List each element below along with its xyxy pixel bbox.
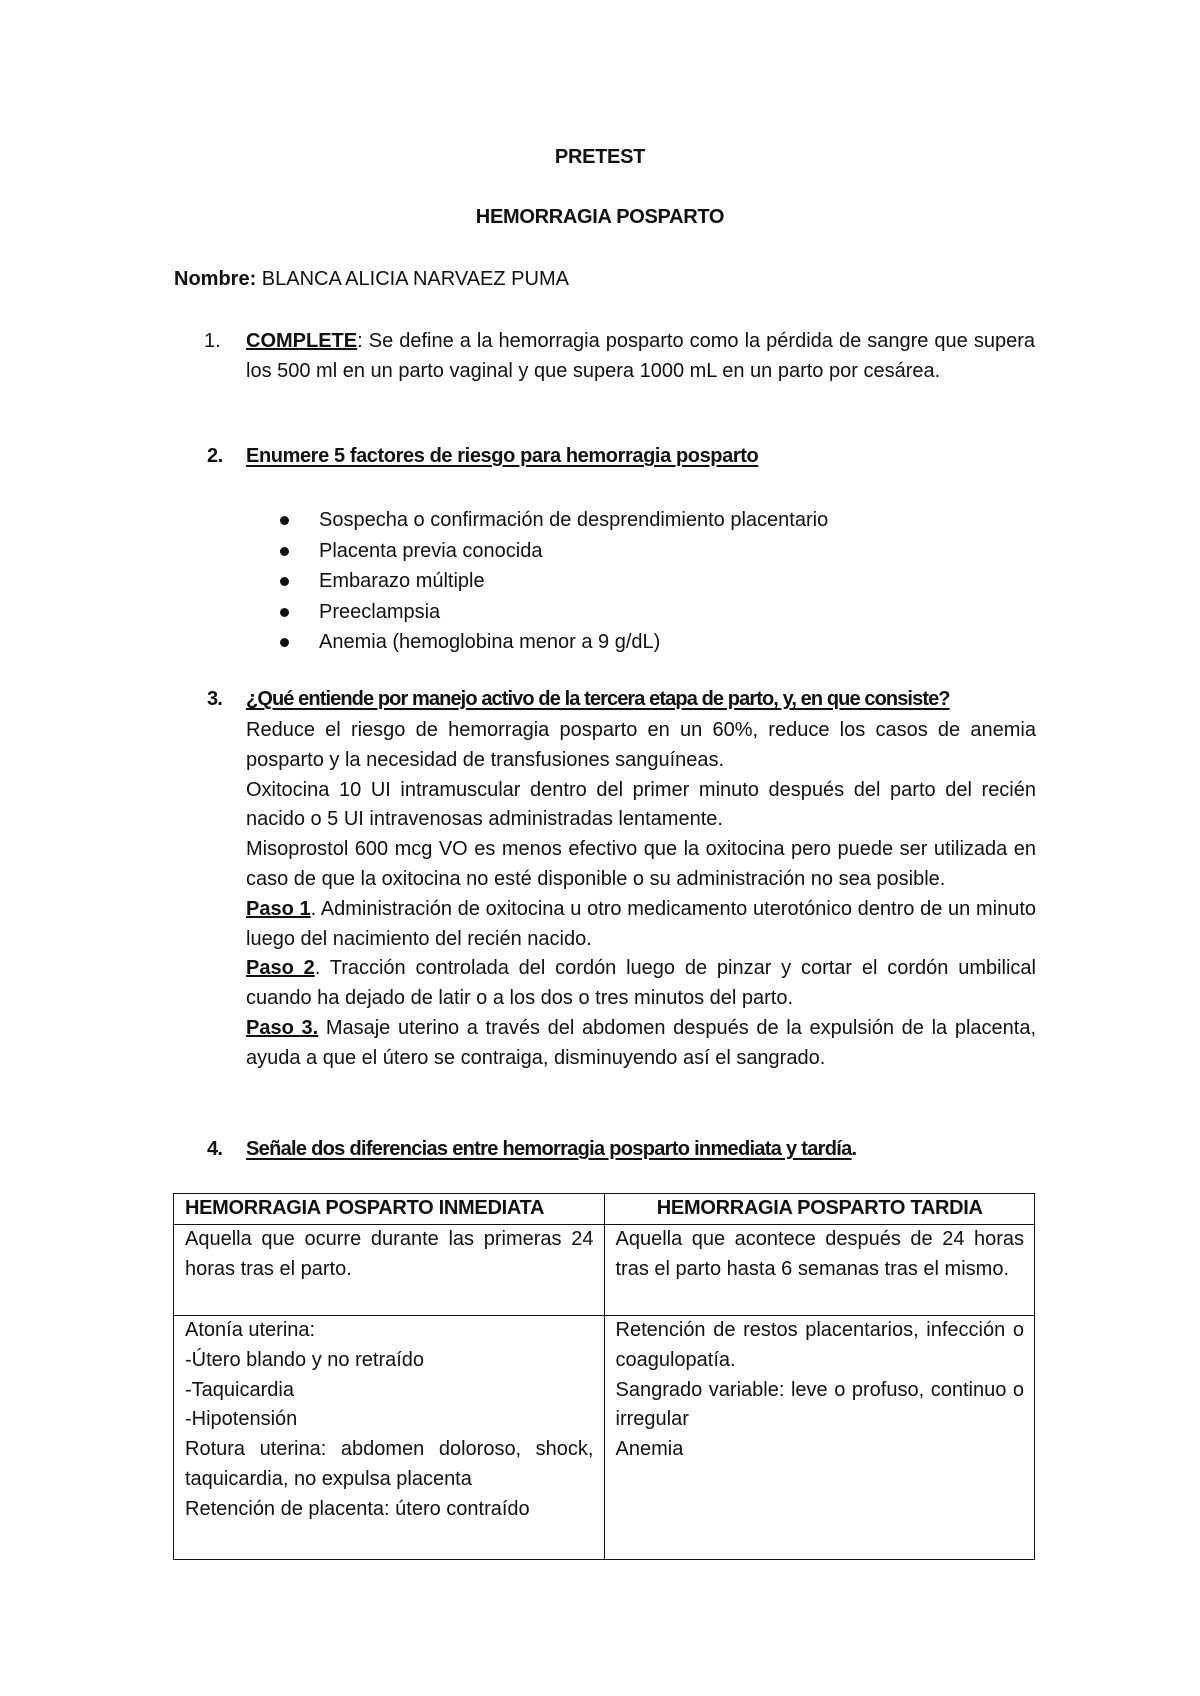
table-header-row (174, 1194, 1035, 1225)
document-subtitle: HEMORRAGIA POSPARTO (475, 206, 725, 228)
list-item: Preeclampsia (280, 597, 828, 628)
question-4-end: . (851, 1138, 857, 1160)
question-4-heading (207, 1138, 1057, 1161)
step-3-text: Masaje uterino a través del abdomen después de la expulsión de la placenta, ayuda a que el útero se contraiga, disminuyendo así el sangrado. (246, 1016, 1036, 1069)
table-cell-immediate-details (174, 1316, 605, 1560)
cell-line: -Útero blando y no retraído (185, 1348, 425, 1371)
table-header-immediate: HEMORRAGIA POSPARTO INMEDIATA (174, 1194, 605, 1225)
question-3-text: ¿Qué entiende por manejo activo de la tercera etapa de parto, y, en que consiste? (246, 688, 950, 710)
name-label: Nombre: (174, 268, 257, 290)
table-cell-late-details (604, 1316, 1035, 1560)
name-value: BLANCA ALICIA NARVAEZ PUMA (261, 268, 569, 290)
question-1-number: 1. (204, 330, 221, 352)
table-row (174, 1316, 1035, 1560)
question-4-text: Señale dos diferencias entre hemorragia posparto inmediata y tardía (246, 1138, 852, 1160)
cell-line: Sangrado variable: leve o profuso, continuo o irregular (615, 1378, 1024, 1431)
cell-line: Rotura uterina: abdomen doloroso, shock, taquicardia, no expulsa placenta (185, 1438, 594, 1490)
step-3-label: Paso 3. (246, 1016, 319, 1039)
question-1 (205, 326, 1035, 386)
answer-paragraph: Misoprostol 600 mcg VO es menos efectivo que la oxitocina pero puede ser utilizada en caso de que la oxitocina no esté disponible o su administración no sea posible. (246, 838, 1036, 890)
question-1-text: : Se define a la hemorragia posparto como la pérdida de sangre que supera los 500 ml en un parto vaginal y que supera 1000 mL en un parto por cesárea. (246, 330, 1035, 382)
list-item: Sospecha o confirmación de desprendimiento placentario (280, 505, 828, 536)
question-1-label: COMPLETE (246, 330, 358, 352)
list-item: Anemia (hemoglobina menor a 9 g/dL) (280, 627, 828, 658)
cell-line: -Hipotensión (185, 1408, 298, 1431)
table-cell: Aquella que ocurre durante las primeras 24 horas tras el parto. (174, 1225, 605, 1316)
cell-line: Retención de placenta: útero contraído (185, 1497, 530, 1520)
answer-paragraph: Oxitocina 10 UI intramuscular dentro del primer minuto después del parto del recién nacido o 5 UI intravenosas administradas lentamente. (246, 778, 1036, 831)
question-3-number: 3. (207, 688, 222, 710)
cell-line: Atonía uterina: (185, 1319, 316, 1341)
student-name-line (174, 268, 569, 291)
step-2 (246, 954, 1036, 1014)
list-item: Placenta previa conocida (280, 536, 828, 567)
question-3-heading (207, 688, 1057, 711)
question-2-heading (207, 445, 1057, 468)
table-row (174, 1225, 1035, 1316)
question-2-number: 2. (207, 445, 223, 467)
list-item: Embarazo múltiple (280, 566, 828, 597)
step-2-label: Paso 2 (246, 957, 315, 980)
question-3-answer (246, 716, 1036, 1074)
step-1-text: . Administración de oxitocina u otro medicamento uterotónico dentro de un minuto luego del nacimiento del recién nacido. (246, 897, 1037, 950)
question-2-text: Enumere 5 factores de riesgo para hemorragia posparto (246, 445, 759, 467)
answer-paragraph: Reduce el riesgo de hemorragia posparto en un 60%, reduce los casos de anemia posparto y la necesidad de transfusiones sanguíneas. (246, 719, 1036, 771)
cell-line: -Taquicardia (185, 1378, 294, 1401)
risk-factor-list (280, 505, 828, 658)
step-1-label: Paso 1 (246, 897, 311, 920)
step-1 (246, 895, 1036, 955)
step-2-text: . Tracción controlada del cordón luego de pinzar y cortar el cordón umbilical cuando ha dejado de latir o a los dos o tres minutos del parto. (246, 957, 1036, 1010)
table-cell: Aquella que acontece después de 24 horas tras el parto hasta 6 semanas tras el mismo. (604, 1225, 1035, 1316)
table-header-late: HEMORRAGIA POSPARTO TARDIA (604, 1194, 1035, 1225)
question-4-number: 4. (207, 1138, 223, 1160)
cell-line: Anemia (615, 1438, 684, 1461)
cell-line: Retención de restos placentarios, infección o coagulopatía. (615, 1319, 1024, 1371)
step-3 (246, 1014, 1036, 1074)
document-title: PRETEST (554, 146, 646, 168)
comparison-table (173, 1193, 1035, 1560)
